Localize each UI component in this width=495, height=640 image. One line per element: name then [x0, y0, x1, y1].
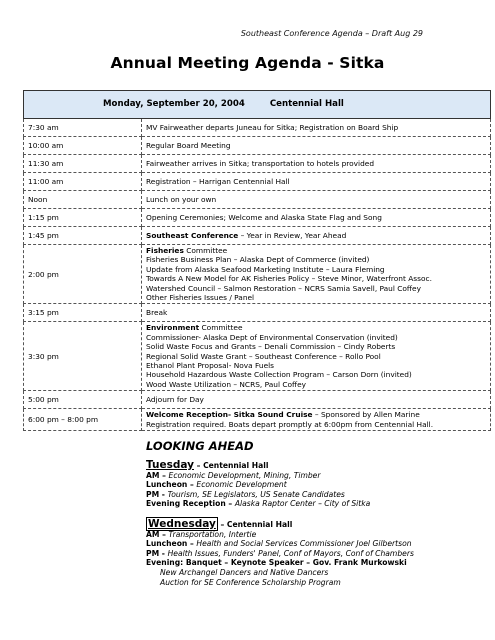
agenda-item-lead: Welcome Reception- Sitka Sound Cruise — [146, 410, 313, 420]
agenda-time: 5:00 pm — [24, 391, 142, 409]
page-title: Annual Meeting Agenda - Sitka — [110, 54, 385, 72]
day-heading: Wednesday — [148, 518, 216, 530]
agenda-line: Ethanol Plant Proposal- Nova Fuels — [146, 361, 275, 371]
agenda-time: 6:00 pm – 8:00 pm — [24, 409, 142, 431]
agenda-row — [24, 137, 491, 155]
agenda-row — [24, 227, 491, 245]
agenda-item-rest: – Sponsored by Allen Marine — [312, 410, 420, 420]
day-location: – Centennial Hall — [217, 520, 293, 529]
agenda-line: Update from Alaska Seafood Marketing Institute – Laura Fleming — [146, 264, 385, 274]
day-heading: Tuesday — [146, 459, 194, 471]
banner-date: Monday, September 20, 2004 — [103, 98, 245, 109]
agenda-row — [24, 409, 491, 431]
agenda-banner — [24, 91, 491, 119]
agenda-row — [24, 155, 491, 173]
agenda-line: Household Hazardous Waste Collection Program – Carson Dorn (invited) — [146, 370, 412, 380]
agenda-row — [24, 322, 491, 391]
agenda-time: Noon — [24, 191, 142, 209]
ahead-item: Evening: Banquet – Keynote Speaker – Gov. Frank Murkowski — [146, 558, 407, 568]
day-location: – Centennial Hall — [193, 461, 269, 470]
agenda-item: Registration – Harrigan Centennial Hall — [142, 173, 491, 191]
header-note: Southeast Conference Agenda – Draft Aug 29 — [240, 29, 423, 38]
ahead-item: PM - Tourism, SE Legislators, US Senate Candidates — [146, 489, 345, 499]
agenda-item-lead: Environment — [146, 323, 200, 333]
agenda-item — [142, 245, 491, 304]
tuesday-section — [146, 461, 486, 509]
agenda-time: 1:15 pm — [24, 209, 142, 227]
agenda-time: 1:45 pm — [24, 227, 142, 245]
agenda-row — [24, 119, 491, 137]
agenda-time: 7:30 am — [24, 119, 142, 137]
agenda-item: Regular Board Meeting — [142, 137, 491, 155]
agenda-time: 10:00 am — [24, 137, 142, 155]
agenda-item: Fairweather arrives in Sitka; transportation to hotels provided — [142, 155, 491, 173]
agenda-time: 3:15 pm — [24, 304, 142, 322]
agenda-item: Lunch on your own — [142, 191, 491, 209]
agenda-row — [24, 304, 491, 322]
ahead-subitem: New Archangel Dancers and Native Dancers — [160, 567, 329, 577]
agenda-item — [142, 322, 491, 391]
agenda-item — [142, 409, 491, 431]
wednesday-section — [146, 520, 486, 587]
ahead-item: PM - Health Issues, Funders' Panel, Conf of Mayors, Conf of Chambers — [146, 548, 414, 558]
agenda-line: Wood Waste Utilization – NCRS, Paul Coffey — [146, 379, 307, 389]
ahead-item: Luncheon – Economic Development — [146, 480, 287, 490]
banner-place: Centennial Hall — [269, 98, 344, 109]
agenda-item-rest: Committee — [183, 246, 228, 255]
ahead-item: Evening Reception – Alaska Raptor Center – City of Sitka — [146, 499, 371, 509]
agenda-line: Registration required. Boats depart promptly at 6:00pm from Centennial Hall. — [146, 419, 434, 429]
agenda-time: 2:00 pm — [24, 245, 142, 304]
agenda-item: MV Fairweather departs Juneau for Sitka; Registration on Board Ship — [142, 119, 491, 137]
agenda-time: 11:00 am — [24, 173, 142, 191]
agenda-item: Break — [142, 304, 491, 322]
agenda-line: Other Fisheries Issues / Panel — [146, 293, 255, 303]
agenda-line: Regional Solid Waste Grant – Southeast Conference – Rollo Pool — [146, 351, 381, 361]
agenda-time: 11:30 am — [24, 155, 142, 173]
agenda-row — [24, 173, 491, 191]
agenda-line: Commissioner- Alaska Dept of Environmental Conservation (invited) — [146, 332, 398, 342]
agenda-item-lead: Southeast Conference — [146, 230, 239, 240]
looking-ahead-heading: LOOKING AHEAD — [146, 439, 254, 453]
agenda-item-rest: Committee — [199, 323, 243, 333]
ahead-item: AM – Transportation, Intertie — [146, 529, 257, 539]
agenda-item — [142, 227, 491, 245]
agenda-item: Adjourn for Day — [142, 391, 491, 409]
ahead-item: Luncheon – Health and Social Services Commissioner Joel Gilbertson — [146, 539, 412, 549]
agenda-table — [23, 90, 491, 431]
agenda-item-lead: Fisheries — [146, 246, 184, 255]
agenda-line: Watershed Council – Salmon Restoration – NCRS Samia Savell, Paul Coffey — [146, 283, 421, 293]
ahead-subitem: Auction for SE Conference Scholarship Program — [160, 577, 341, 587]
agenda-row — [24, 391, 491, 409]
agenda-row — [24, 209, 491, 227]
agenda-row — [24, 191, 491, 209]
ahead-item: AM – Economic Development, Mining, Timber — [146, 470, 321, 480]
agenda-line: Solid Waste Focus and Grants – Denali Commission – Cindy Roberts — [146, 342, 396, 352]
agenda-line: Towards A New Model for AK Fisheries Policy – Steve Minor, Waterfront Assoc. — [146, 274, 432, 284]
agenda-row — [24, 245, 491, 304]
agenda-line: Fisheries Business Plan – Alaska Dept of Commerce (invited) — [146, 255, 370, 265]
agenda-item: Opening Ceremonies; Welcome and Alaska State Flag and Song — [142, 209, 491, 227]
agenda-item-rest: – Year in Review, Year Ahead — [238, 230, 347, 240]
agenda-time: 3:30 pm — [24, 322, 142, 391]
